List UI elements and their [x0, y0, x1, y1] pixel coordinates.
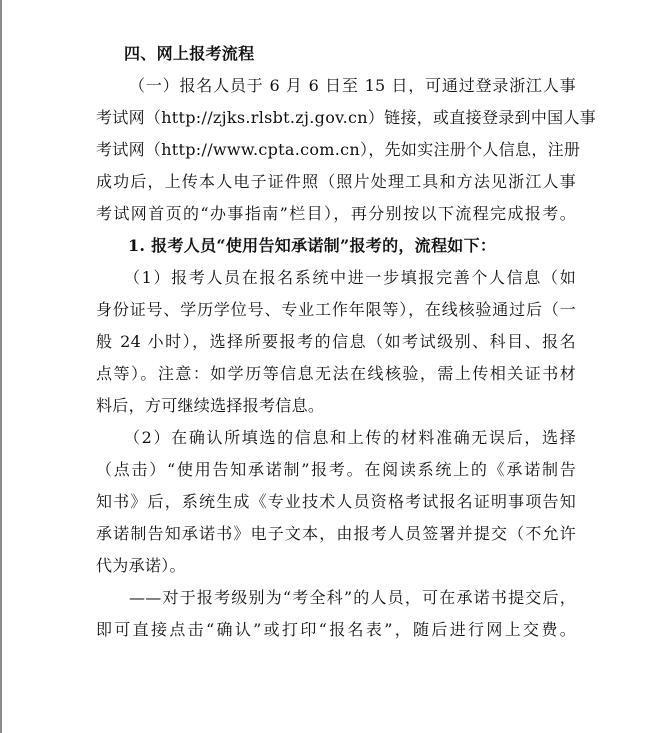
paragraph-line: 即可直接点击“确认”或打印“报名表”，随后进行网上交费。 [96, 620, 576, 639]
paragraph-line: 身份证号、学历学位号、专业工作年限等），在线核验通过后（一 [96, 300, 576, 319]
paragraph-line: 般 24 小时），选择所要报考的信息（如考试级别、科目、报名 [96, 332, 576, 351]
paragraph-line: （点击）“使用告知承诺制”报考。在阅读系统上的《承诺制告 [96, 460, 576, 479]
paragraph-line: （一）报名人员于 6 月 6 日至 15 日，可通过登录浙江人事 [129, 76, 576, 95]
paragraph-line: 承诺制告知承诺书》电子文本，由报考人员签署并提交（不允许 [96, 524, 576, 543]
paragraph-line: （2）在确认所填选的信息和上传的材料准确无误后，选择 [124, 428, 576, 447]
section-heading: 四、网上报考流程 [124, 44, 255, 63]
paragraph-line: 代为承诺）。 [96, 556, 186, 575]
paragraph-line: 考试网（http://zjks.rlsbt.zj.gov.cn）链接，或直接登录到中国人事 [96, 108, 597, 127]
paragraph-line: 知书》后，系统生成《专业技术人员资格考试报名证明事项告知 [96, 492, 576, 511]
paragraph-line: 成功后，上传本人电子证件照（照片处理工具和方法见浙江人事 [96, 172, 576, 191]
paragraph-line: 点等）。注意：如学历等信息无法在线核验，需上传相关证书材 [96, 364, 576, 383]
paragraph-line: （1）报考人员在报名系统中进一步填报完善个人信息（如 [124, 268, 576, 287]
paragraph-line: 考试网（http://www.cpta.com.cn），先如实注册个人信息，注册 [96, 140, 581, 159]
paragraph-line: 料后，方可继续选择报考信息。 [96, 396, 325, 415]
subsection-heading: 1. 报考人员“使用告知承诺制”报考的，流程如下： [128, 236, 497, 255]
document-page [96, 38, 597, 646]
paragraph-line: ——对于报考级别为“考全科”的人员，可在承诺书提交后， [129, 588, 576, 607]
left-page-edge [0, 0, 2, 733]
paragraph-line: 考试网首页的“办事指南”栏目），再分别按以下流程完成报考。 [96, 204, 576, 223]
